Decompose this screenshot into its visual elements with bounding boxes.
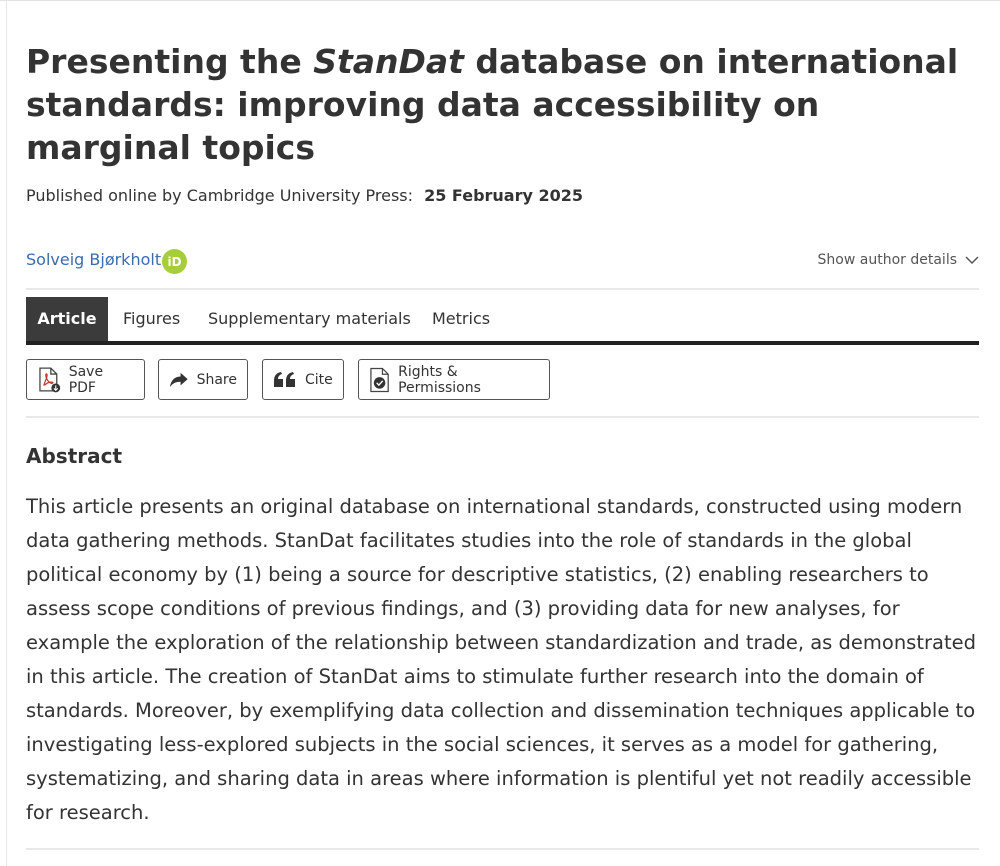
- rights-permissions-button[interactable]: [358, 359, 550, 400]
- orcid-icon[interactable]: iD: [162, 249, 187, 274]
- abstract-text: This article presents an original database on international standards, constructed using modern data gathering methods. StanDat facilitates studies into the role of standards in the global political economy by (1) being a source for descriptive statistics, (2) enabling researchers to assess scope conditions of previous findings, and (3) providing data for new analyses, for example the exploration of the relationship between standardization and trade, as demonstrated in this article. The creation of StanDat aims to stimulate further research into the domain of standards. Moreover, by exemplifying data collection and dissemination techniques applicable to investigating less-explored subjects in the social sciences, it serves as a model for gathering, systematizing, and sharing data in areas where information is plentiful yet not readily accessible for research.: [26, 495, 976, 824]
- author-row: [26, 248, 979, 276]
- share-button[interactable]: [158, 359, 248, 400]
- show-author-details-label: Show author details: [817, 252, 957, 268]
- rights-permissions-label: Rights & Permissions: [398, 363, 481, 396]
- tab-metrics[interactable]: Metrics: [432, 309, 491, 328]
- divider: [26, 288, 979, 290]
- quote-icon: [273, 372, 297, 388]
- cite-button[interactable]: [262, 359, 344, 400]
- share-arrow-icon: [169, 371, 189, 389]
- title-text-end: database on international standards: improving data accessibility on marginal topics: [26, 42, 959, 167]
- share-label: Share: [196, 371, 237, 388]
- tab-supplementary-materials[interactable]: Supplementary materials: [208, 309, 411, 328]
- abstract-heading: Abstract: [26, 444, 123, 468]
- tab-figures[interactable]: Figures: [123, 309, 181, 328]
- article-tabs: [26, 297, 979, 345]
- tab-article[interactable]: Article: [26, 297, 108, 341]
- rights-document-icon: [369, 367, 390, 393]
- save-pdf-label: Save PDF: [68, 363, 104, 396]
- title-text-start: Presenting the: [26, 42, 314, 81]
- left-border: [6, 0, 7, 866]
- chevron-down-icon: [965, 256, 979, 265]
- published-date: 25 February 2025: [424, 186, 584, 205]
- save-pdf-button[interactable]: [26, 359, 145, 400]
- publication-info: [26, 184, 583, 208]
- pdf-download-icon: [37, 367, 61, 393]
- divider: [26, 848, 979, 850]
- author-link[interactable]: Solveig Bjørkholt: [26, 250, 162, 269]
- published-label: Published online by Cambridge University Press:: [26, 186, 413, 205]
- show-author-details-button[interactable]: [818, 252, 979, 268]
- cite-label: Cite: [305, 371, 333, 388]
- title-italic-text: StanDat: [313, 42, 464, 81]
- divider: [26, 416, 979, 418]
- article-title: [26, 40, 966, 169]
- top-border: [0, 0, 1000, 1]
